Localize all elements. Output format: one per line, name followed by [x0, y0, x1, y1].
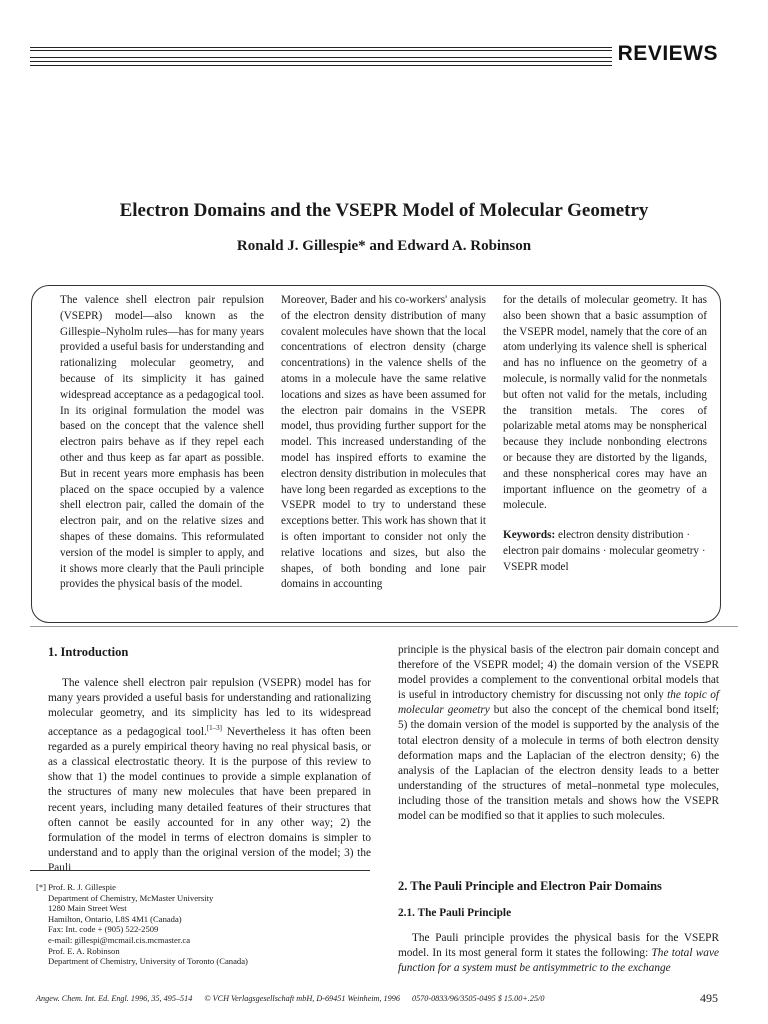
- author-footnote: [36, 882, 366, 967]
- section-1-paragraph-left: [48, 676, 371, 876]
- footnote-email: e-mail: gillespi@mcmail.cis.mcmaster.ca: [48, 934, 191, 945]
- section-1-right-emphasis: the topic of molecular geometry: [398, 689, 719, 717]
- reference-citation: [1–3]: [206, 724, 222, 733]
- keywords-list: electron density distribution · electron pair domains · molecular geometry · VSEPR model: [503, 529, 706, 573]
- section-2-1-paragraph: [398, 931, 719, 976]
- footnote-line: 1280 Main Street West: [48, 903, 127, 914]
- section-1-heading: 1. Introduction: [48, 645, 129, 659]
- section-1-paragraph-right: [398, 643, 719, 824]
- section-label: REVIEWS: [617, 42, 718, 65]
- article-title: Electron Domains and the VSEPR Model of Molecular Geometry: [119, 200, 649, 221]
- section-1-right-text-b: but also the concept of the chemical bond itself; 5) the domain version of the model is supported by the analysis of the total electron density of a molecule in terms of both electron density deformation maps and the Laplacian of the electron density; 6) the analysis of the Laplacian of the electron density leads to a better understanding of the structures of metal–nonmetal type molecules, including those of the transition metals and shows how the VSEPR model can be modified so that it applies to such molecules.: [398, 704, 720, 823]
- section-1-text-a: The valence shell electron pair repulsion (VSEPR) model has for many years provided a useful basis for understanding and rationalizing molecular geometry, and its simplicity has led to its widespread acceptance as a pedagogical tool.: [48, 677, 371, 739]
- abstract-column-2: Moreover, Bader and his co-workers' analysis of the electron density distribution of many covalent molecules have shown that the local concentrations of electron density (charge concentrations) in the valence shells of the atoms in a molecule have the same relative locations and sizes as have been assumed for the electron pair domains in the VSEPR model, thus providing further support for the model. This increased understanding of the model has inspired efforts to examine the electron density distribution in molecules that have long been regarded as exceptions to the VSEPR model to try to understand these exceptions better. This work has shown that it is often important to consider not only the relative locations and sizes, but also the shapes, of both bonding and lone pair domains in accounting: [281, 294, 486, 591]
- page-footer: [36, 994, 736, 1003]
- footnote-author-2: Prof. E. A. Robinson: [48, 945, 120, 956]
- keywords-label: Keywords:: [503, 529, 556, 542]
- abstract-bottom-rule: [30, 626, 738, 627]
- footnote-author-1: Prof. R. J. Gillespie: [48, 882, 116, 892]
- footnote-rule: [30, 870, 370, 871]
- section-1-right-text-a: principle is the physical basis of the electron pair domain concept and therefore of the VSEPR model; 4) the domain version of the VSEPR model provides a complement to the conventional orbital models that is useful in introductory chemistry for discussing not only: [398, 644, 719, 702]
- section-2-1-emphasis: The total wave function for a system must be antisymmetric to the exchange: [398, 947, 719, 975]
- footer-journal: Angew. Chem. Int. Ed. Engl. 1996, 35, 495–514: [36, 994, 193, 1003]
- footnote-line: Hamilton, Ontario, L8S 4M1 (Canada): [48, 913, 182, 924]
- article-authors: Ronald J. Gillespie* and Edward A. Robinson: [236, 238, 532, 254]
- footer-publisher: © VCH Verlagsgesellschaft mbH, D-69451 Weinheim, 1996: [204, 994, 400, 1003]
- abstract-column-3: [503, 293, 707, 576]
- abstract-column-3-text: for the details of molecular geometry. It has also been shown that a basic assumption of the VSEPR model, namely that the core of an atom underlying its valence shell is spherical and has no influence on the geometry of a molecule, is normally valid for the nonmetals but often not valid for the metals, including the transition metals. The cores of polarizable metal atoms may be nonspherical because they include nonbonding electrons or because they are distorted by the ligands, and these nonspherical cores may have an important influence on the geometry of a molecule.: [503, 294, 707, 512]
- section-2-1-text: The Pauli principle provides the physical basis for the VSEPR model. In its most general form it states the following:: [398, 932, 719, 960]
- footnote-line-1: [36, 882, 366, 893]
- footnote-line: Department of Chemistry, McMaster University: [48, 892, 214, 903]
- keywords: [503, 528, 707, 575]
- footnote-line: Department of Chemistry, University of Toronto (Canada): [48, 956, 248, 967]
- footer-code: 0570-0833/96/3505-0495 $ 15.00+.25/0: [411, 994, 545, 1003]
- footnote-line: Fax: Int. code + (905) 522-2509: [48, 924, 159, 935]
- footnote-marker: [*]: [36, 882, 47, 892]
- abstract-column-1: The valence shell electron pair repulsion (VSEPR) model—also known as the Gillespie–Nyholm rules—has for many years provided a useful basis for understanding and rationalizing molecular geometry, and because of its simplicity it has gained widespread acceptance as a pedagogical tool. In its original formulation the model was based on the concept that the valence shell electron pairs behave as if they repel each other and thus keep as far apart as possible. But in recent years more emphasis has been placed on the space occupied by a valence shell electron pair, called the domain of the electron pair, and on the relative sizes and shapes of these domains. This reformulated version of the model is simpler to apply, and it shows more clearly that the Pauli principle provides the physical basis of the model.: [60, 294, 264, 591]
- section-2-1-heading: 2.1. The Pauli Principle: [398, 907, 512, 919]
- section-1-text-b: Nevertheless it has often been regarded as a purely empirical theory having no real physical basis, or as a classical electrostatic theory. It is the purpose of this review to show that 1) the model continues to provide a simple explanation of the structures of many new molecules that have been prepared in recent years, including many detailed features of their structures that often cannot be easily accounted for in any other way; 2) the formulation of the model in terms of electron domains is simpler to understand and to apply than the original version of the model; 3) the Pauli: [48, 726, 372, 874]
- header-rule-lines: [30, 47, 612, 67]
- section-2-heading: 2. The Pauli Principle and Electron Pair Domains: [398, 879, 662, 893]
- page-number: 495: [700, 991, 718, 1005]
